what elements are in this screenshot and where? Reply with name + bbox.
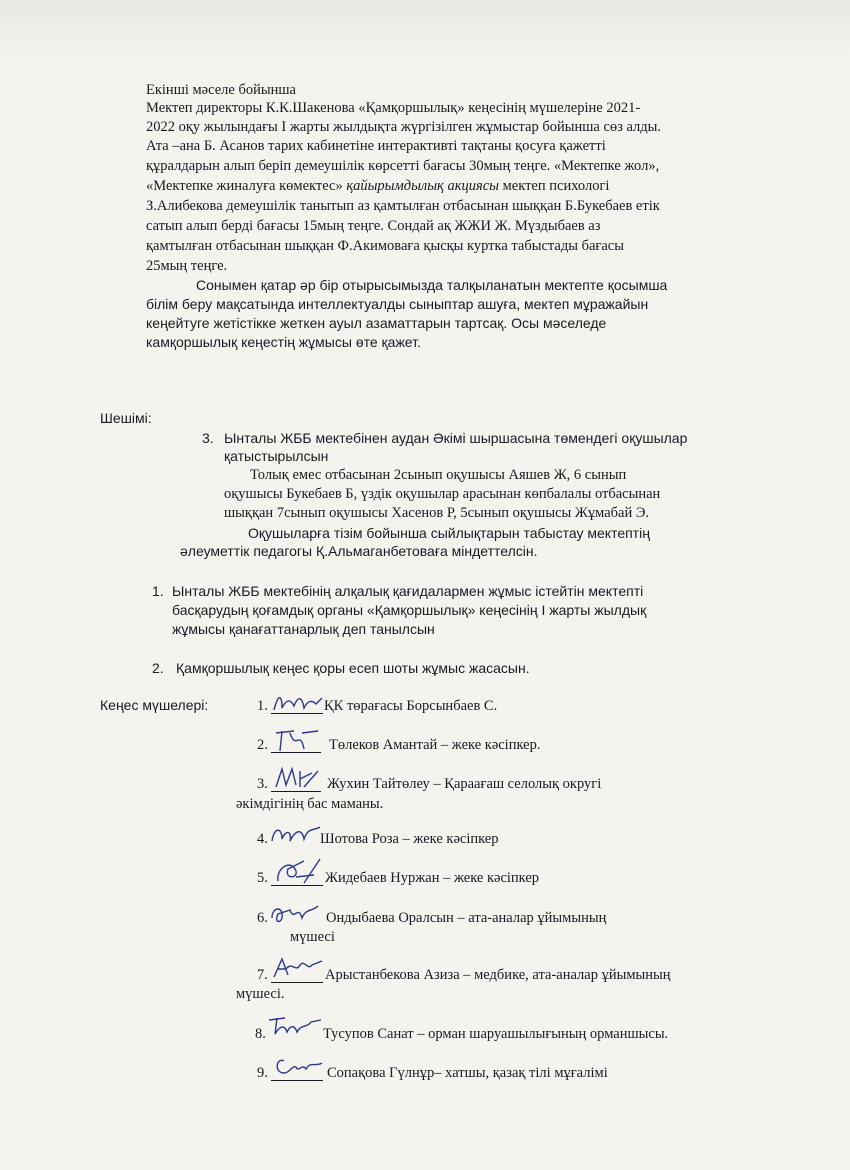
member-3-signature-icon bbox=[274, 765, 320, 791]
member-2-signature-icon bbox=[274, 727, 320, 753]
members-label: Кеңес мүшелері: bbox=[100, 697, 209, 713]
member-2-number: 2. bbox=[257, 737, 268, 753]
member-5-number: 5. bbox=[257, 870, 268, 886]
intro-line-8: қамтылған отбасынан шыққан Ф.Акимоваға қысқы куртка табыстады бағасы bbox=[146, 238, 624, 254]
member-9-number: 9. bbox=[257, 1065, 268, 1081]
scan-shadow bbox=[0, 0, 850, 60]
paragraph2-line-1: Сонымен қатар әр бір отырысымызда талқыланатын мектепте қосымша bbox=[196, 277, 668, 293]
member-6-cont: мүшесі bbox=[290, 929, 335, 945]
decision-item-3-line-2: қатыстырылсын bbox=[224, 448, 329, 464]
member-1-text: ҚК төрағасы Борсынбаев С. bbox=[324, 698, 498, 714]
decision-item-3-sub-3: шыққан 7сынып оқушысы Хасенов Р, 5сынып оқушысы Жұмабай Э. bbox=[224, 505, 650, 521]
member-3-text: Жухин Тайтөлеу – Қараағаш селолық округі bbox=[327, 776, 602, 792]
decision-item-3-sub-1: Толық емес отбасынан 2сынып оқушысы Аяшев Ж, 6 сынып bbox=[250, 467, 627, 483]
decision-item-2-number: 2. bbox=[152, 660, 164, 676]
intro-line-2: 2022 оқу жылындағы І жарты жылдықта жүргізілген жұмыстар бойынша сөз алды. bbox=[146, 119, 662, 135]
member-8-signature-icon bbox=[267, 1014, 323, 1040]
intro-line-5-pre: «Мектепке жиналуға көмектес» bbox=[146, 178, 347, 194]
decision-label: Шешімі: bbox=[100, 410, 152, 426]
member-7-number: 7. bbox=[257, 967, 268, 983]
member-4-signature-icon bbox=[270, 821, 322, 847]
decision-item-3-sub-2: оқушысы Букебаев Б, үздік оқушылар арасынан көпбалалы отбасынан bbox=[224, 486, 661, 502]
member-7-text: Арыстанбекова Азиза – медбике, ата-аналар ұйымының bbox=[325, 967, 671, 983]
member-5-signature-line bbox=[271, 885, 323, 886]
intro-heading: Екінші мәселе бойынша bbox=[146, 82, 296, 98]
intro-line-5 bbox=[146, 178, 609, 195]
intro-line-4: құралдарын алып беріп демеушілік көрсетті бағасы 30мың теңге. «Мектепке жол», bbox=[146, 158, 660, 174]
member-6-number: 6. bbox=[257, 910, 268, 926]
member-6-signature-icon bbox=[270, 900, 322, 926]
decision-item-1-line-2: басқарудың қоғамдық органы «Қамқоршылық» кеңесінің І жарты жылдық bbox=[172, 602, 647, 618]
member-9-text: Сопақова Гүлнұр– хатшы, қазақ тілі мұғалімі bbox=[327, 1065, 608, 1081]
decision-item-1-number: 1. bbox=[152, 583, 164, 599]
intro-line-1: Мектеп директоры К.К.Шакенова «Қамқоршылық» кеңесінің мүшелеріне 2021- bbox=[146, 100, 641, 116]
decision-item-1-line-1: Ынталы ЖББ мектебінің алқалық қағидалармен жұмыс істейтін мектепті bbox=[172, 583, 644, 599]
paragraph2-line-2: білім беру мақсатында интеллектуалды сыныптар ашуға, мектеп мұражайын bbox=[146, 296, 649, 312]
decision-item-3-number: 3. bbox=[202, 430, 214, 446]
member-7-cont: мүшесі. bbox=[236, 986, 285, 1002]
decision-item-1-line-3: жұмысы қанағаттанарлық деп танылсын bbox=[172, 621, 435, 637]
member-4-text: Шотова Роза – жеке кәсіпкер bbox=[320, 831, 499, 847]
member-2-text: Төлеков Амантай – жеке кәсіпкер. bbox=[329, 737, 541, 753]
member-3-signature-line bbox=[271, 791, 321, 792]
intro-line-5-post: мектеп психологі bbox=[499, 178, 610, 194]
member-9-signature-icon bbox=[272, 1053, 324, 1079]
member-9-signature-line bbox=[271, 1080, 323, 1081]
decision-item-3-line-1: Ынталы ЖББ мектебінен аудан Әкімі шыршасына төмендегі оқушылар bbox=[224, 430, 688, 446]
intro-line-9: 25мың теңге. bbox=[146, 258, 228, 274]
member-5-text: Жидебаев Нуржан – жеке кәсіпкер bbox=[325, 870, 540, 886]
intro-line-6: З.Алибекова демеушілік танытып аз қамтылған отбасынан шыққан Б.Букебаев етік bbox=[146, 198, 660, 214]
decision-gift-line-1: Оқушыларға тізім бойынша сыйлықтарын табыстау мектептің bbox=[248, 525, 650, 541]
charity-action-phrase: қайырымдылық акциясы bbox=[346, 178, 499, 194]
decision-item-2-text: Қамқоршылық кеңес қоры есеп шоты жұмыс жасасын. bbox=[176, 660, 530, 676]
member-3-number: 3. bbox=[257, 776, 268, 792]
member-1-number: 1. bbox=[257, 698, 268, 714]
paragraph2-line-3: кеңейтуге жетістікке жеткен ауыл азаматтарын тартсақ. Осы мәселеде bbox=[146, 315, 607, 331]
member-4-number: 4. bbox=[257, 831, 268, 847]
intro-line-3: Ата –ана Б. Асанов тарих кабинетіне интерактивті тақтаны қосуға қажетті bbox=[146, 138, 606, 154]
decision-gift-line-2: әлеуметтік педагогы Қ.Альмаганбетоваға міндеттелсін. bbox=[180, 543, 538, 559]
member-8-number: 8. bbox=[255, 1026, 266, 1042]
member-7-signature-line bbox=[271, 982, 323, 983]
member-7-signature-icon bbox=[272, 955, 324, 981]
intro-line-7: сатып алып берді бағасы 15мың теңге. Сондай ақ ЖЖИ Ж. Мүздыбаев аз bbox=[146, 218, 601, 234]
member-1-signature-icon bbox=[272, 690, 324, 716]
member-5-signature-icon bbox=[274, 857, 322, 883]
member-3-cont: әкімдігінің бас маманы. bbox=[236, 796, 384, 812]
paragraph2-line-4: камқоршылық кеңестің жұмысы өте қажет. bbox=[146, 334, 421, 350]
member-6-text: Ондыбаева Оралсын – ата-аналар ұйымының bbox=[326, 910, 607, 926]
member-8-text: Тусупов Санат – орман шаруашылығының орманшысы. bbox=[323, 1026, 669, 1042]
